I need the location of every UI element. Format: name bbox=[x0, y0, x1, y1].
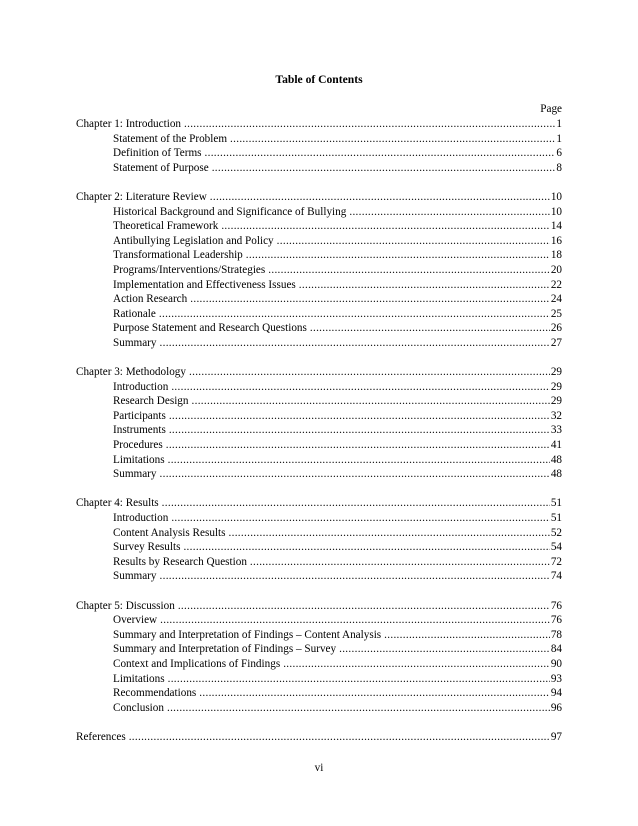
dot-leader bbox=[169, 423, 550, 438]
toc-subentry bbox=[76, 161, 562, 176]
dot-leader bbox=[268, 263, 550, 278]
dot-leader bbox=[349, 205, 549, 220]
dot-leader bbox=[230, 132, 555, 147]
toc-page-number: 22 bbox=[550, 278, 562, 291]
toc-chapter-entry bbox=[76, 117, 562, 132]
dot-leader bbox=[129, 730, 550, 745]
toc-page-number: 51 bbox=[550, 497, 562, 510]
toc-subentry bbox=[76, 511, 562, 526]
toc-subentry bbox=[76, 132, 562, 147]
toc-page-number: 54 bbox=[550, 541, 562, 554]
dot-leader bbox=[246, 248, 550, 263]
dot-leader bbox=[283, 657, 550, 672]
toc-page-number: 25 bbox=[550, 307, 562, 320]
toc-page-number: 48 bbox=[550, 468, 562, 481]
table-of-contents bbox=[76, 117, 562, 745]
section-gap bbox=[76, 482, 562, 497]
toc-chapter-label: Chapter 1: Introduction bbox=[76, 118, 182, 130]
toc-page-number: 8 bbox=[556, 161, 562, 174]
toc-subentry bbox=[76, 540, 562, 555]
toc-subentry-label: Instruments bbox=[113, 424, 166, 437]
toc-subentry-label: Purpose Statement and Research Questions bbox=[113, 322, 307, 335]
toc-chapter-entry bbox=[76, 365, 562, 380]
toc-subentry-label: Context and Implications of Findings bbox=[113, 657, 281, 670]
dot-leader bbox=[160, 336, 550, 351]
toc-subentry bbox=[76, 292, 562, 307]
toc-page-number: 72 bbox=[550, 555, 562, 568]
dot-leader bbox=[190, 292, 550, 307]
toc-subentry-label: Recommendations bbox=[113, 687, 197, 700]
toc-subentry-label: Participants bbox=[113, 409, 166, 422]
toc-page-number: 6 bbox=[556, 147, 562, 160]
toc-subentry bbox=[76, 394, 562, 409]
dot-leader bbox=[160, 613, 550, 628]
toc-subentry-label: Conclusion bbox=[113, 701, 164, 714]
toc-subentry-label: Summary bbox=[113, 570, 157, 583]
toc-subentry-label: Theoretical Framework bbox=[113, 220, 219, 233]
toc-subentry bbox=[76, 205, 562, 220]
toc-subentry-label: Limitations bbox=[113, 672, 165, 685]
dot-leader bbox=[299, 278, 550, 293]
toc-subentry bbox=[76, 307, 562, 322]
toc-page-number: 29 bbox=[550, 395, 562, 408]
toc-subentry-label: Overview bbox=[113, 614, 158, 627]
toc-subentry bbox=[76, 234, 562, 249]
section-gap bbox=[76, 175, 562, 190]
dot-leader bbox=[178, 599, 550, 614]
toc-page-number: 51 bbox=[550, 512, 562, 525]
toc-subentry bbox=[76, 219, 562, 234]
toc-subentry-label: Historical Background and Significance of Bullying bbox=[113, 205, 347, 218]
toc-subentry-label: Transformational Leadership bbox=[113, 249, 243, 262]
toc-page-number: 76 bbox=[550, 599, 562, 612]
dot-leader bbox=[167, 701, 550, 716]
toc-page-number: 84 bbox=[550, 643, 562, 656]
toc-page-number: 74 bbox=[550, 570, 562, 583]
toc-subentry bbox=[76, 380, 562, 395]
toc-subentry-label: Summary and Interpretation of Findings – Survey bbox=[113, 643, 337, 656]
dot-leader bbox=[166, 438, 550, 453]
toc-page-number: 1 bbox=[556, 132, 562, 145]
toc-subentry bbox=[76, 613, 562, 628]
toc-subentry-label: Limitations bbox=[113, 453, 165, 466]
toc-subentry bbox=[76, 467, 562, 482]
toc-subentry-label: Summary and Interpretation of Findings – Content Analysis bbox=[113, 628, 382, 641]
dot-leader bbox=[310, 321, 550, 336]
toc-chapter-label: References bbox=[76, 730, 126, 743]
dot-leader bbox=[250, 555, 550, 570]
dot-leader bbox=[184, 117, 555, 132]
toc-page-number: 29 bbox=[550, 380, 562, 393]
toc-chapter-label: Chapter 3: Methodology bbox=[76, 366, 186, 379]
dot-leader bbox=[192, 394, 550, 409]
section-gap bbox=[76, 584, 562, 599]
toc-page-number: 90 bbox=[550, 657, 562, 670]
toc-page-number: 32 bbox=[550, 409, 562, 422]
toc-page-number: 14 bbox=[550, 220, 562, 233]
toc-subentry bbox=[76, 555, 562, 570]
toc-chapter-label: Chapter 2: Literature Review bbox=[76, 190, 207, 203]
dot-leader bbox=[212, 161, 556, 176]
dot-leader bbox=[168, 453, 550, 468]
toc-subentry-label: Implementation and Effectiveness Issues bbox=[113, 278, 296, 291]
toc-page-number: 24 bbox=[550, 293, 562, 306]
toc-subentry-label: Action Research bbox=[113, 293, 188, 306]
dot-leader bbox=[162, 496, 550, 511]
dot-leader bbox=[183, 540, 549, 555]
toc-page-number: 93 bbox=[550, 672, 562, 685]
toc-subentry-label: Antibullying Legislation and Policy bbox=[113, 234, 274, 247]
toc-subentry-label: Programs/Interventions/Strategies bbox=[113, 263, 266, 276]
toc-subentry-label: Content Analysis Results bbox=[113, 526, 226, 539]
toc-subentry bbox=[76, 321, 562, 336]
section-gap bbox=[76, 351, 562, 366]
toc-page-number: 27 bbox=[550, 336, 562, 349]
toc-subentry-label: Statement of Purpose bbox=[113, 161, 209, 174]
toc-page-number: 10 bbox=[550, 205, 562, 218]
toc-subentry-label: Summary bbox=[113, 336, 157, 349]
toc-subentry-label: Statement of the Problem bbox=[113, 132, 228, 145]
toc-subentry bbox=[76, 409, 562, 424]
toc-subentry-label: Definition of Terms bbox=[113, 147, 202, 160]
toc-page-number: 94 bbox=[550, 687, 562, 700]
toc-subentry-label: Introduction bbox=[113, 512, 169, 525]
toc-subentry bbox=[76, 686, 562, 701]
dot-leader bbox=[210, 190, 550, 205]
toc-page-number: 76 bbox=[550, 614, 562, 627]
toc-page-number: 48 bbox=[550, 453, 562, 466]
toc-subentry bbox=[76, 628, 562, 643]
dot-leader bbox=[171, 380, 550, 395]
dot-leader bbox=[159, 307, 550, 322]
toc-subentry-label: Results by Research Question bbox=[113, 555, 247, 568]
dot-leader bbox=[229, 526, 550, 541]
dot-leader bbox=[277, 234, 550, 249]
toc-page-number: 33 bbox=[550, 424, 562, 437]
toc-page-number: 18 bbox=[550, 249, 562, 262]
toc-subentry bbox=[76, 423, 562, 438]
toc-page-number: 78 bbox=[550, 628, 562, 641]
toc-chapter-entry bbox=[76, 730, 562, 745]
dot-leader bbox=[168, 672, 550, 687]
toc-subentry bbox=[76, 642, 562, 657]
dot-leader bbox=[205, 146, 556, 161]
toc-subentry-label: Survey Results bbox=[113, 541, 181, 554]
toc-subentry-label: Introduction bbox=[113, 380, 169, 393]
page-column-label: Page bbox=[540, 103, 562, 115]
toc-page-number: 52 bbox=[550, 526, 562, 539]
dot-leader bbox=[189, 365, 550, 380]
toc-subentry bbox=[76, 263, 562, 278]
toc-page-number: 16 bbox=[550, 234, 562, 247]
toc-page-number: 29 bbox=[550, 366, 562, 379]
dot-leader bbox=[171, 511, 550, 526]
toc-subentry-label: Procedures bbox=[113, 439, 163, 452]
toc-page-number: 97 bbox=[550, 730, 562, 743]
toc-page-number: 41 bbox=[550, 439, 562, 452]
toc-subentry bbox=[76, 146, 562, 161]
toc-subentry-label: Summary bbox=[113, 468, 157, 481]
toc-page-number: 96 bbox=[550, 701, 562, 714]
dot-leader bbox=[221, 219, 550, 234]
toc-subentry bbox=[76, 278, 562, 293]
footer-page-number: vi bbox=[314, 762, 324, 774]
toc-page-number: 26 bbox=[550, 322, 562, 335]
toc-subentry-label: Rationale bbox=[113, 307, 156, 320]
toc-chapter-entry bbox=[76, 599, 562, 614]
dot-leader bbox=[384, 628, 550, 643]
dot-leader bbox=[199, 686, 550, 701]
toc-subentry bbox=[76, 526, 562, 541]
toc-subentry bbox=[76, 657, 562, 672]
toc-subentry bbox=[76, 701, 562, 716]
toc-subentry-label: Research Design bbox=[113, 395, 189, 408]
dot-leader bbox=[160, 467, 550, 482]
toc-subentry bbox=[76, 453, 562, 468]
toc-subentry bbox=[76, 248, 562, 263]
dot-leader bbox=[339, 642, 550, 657]
toc-chapter-label: Chapter 4: Results bbox=[76, 497, 159, 510]
toc-subentry bbox=[76, 569, 562, 584]
toc-chapter-entry bbox=[76, 496, 562, 511]
dot-leader bbox=[169, 409, 550, 424]
page-title: Table of Contents bbox=[275, 73, 363, 86]
toc-chapter-label: Chapter 5: Discussion bbox=[76, 599, 175, 612]
toc-page-number: 10 bbox=[550, 190, 562, 203]
section-gap bbox=[76, 715, 562, 730]
toc-subentry bbox=[76, 438, 562, 453]
toc-page-number: 1 bbox=[556, 118, 562, 130]
toc-subentry bbox=[76, 336, 562, 351]
toc-chapter-entry bbox=[76, 190, 562, 205]
toc-subentry bbox=[76, 672, 562, 687]
dot-leader bbox=[160, 569, 550, 584]
toc-page-number: 20 bbox=[550, 263, 562, 276]
